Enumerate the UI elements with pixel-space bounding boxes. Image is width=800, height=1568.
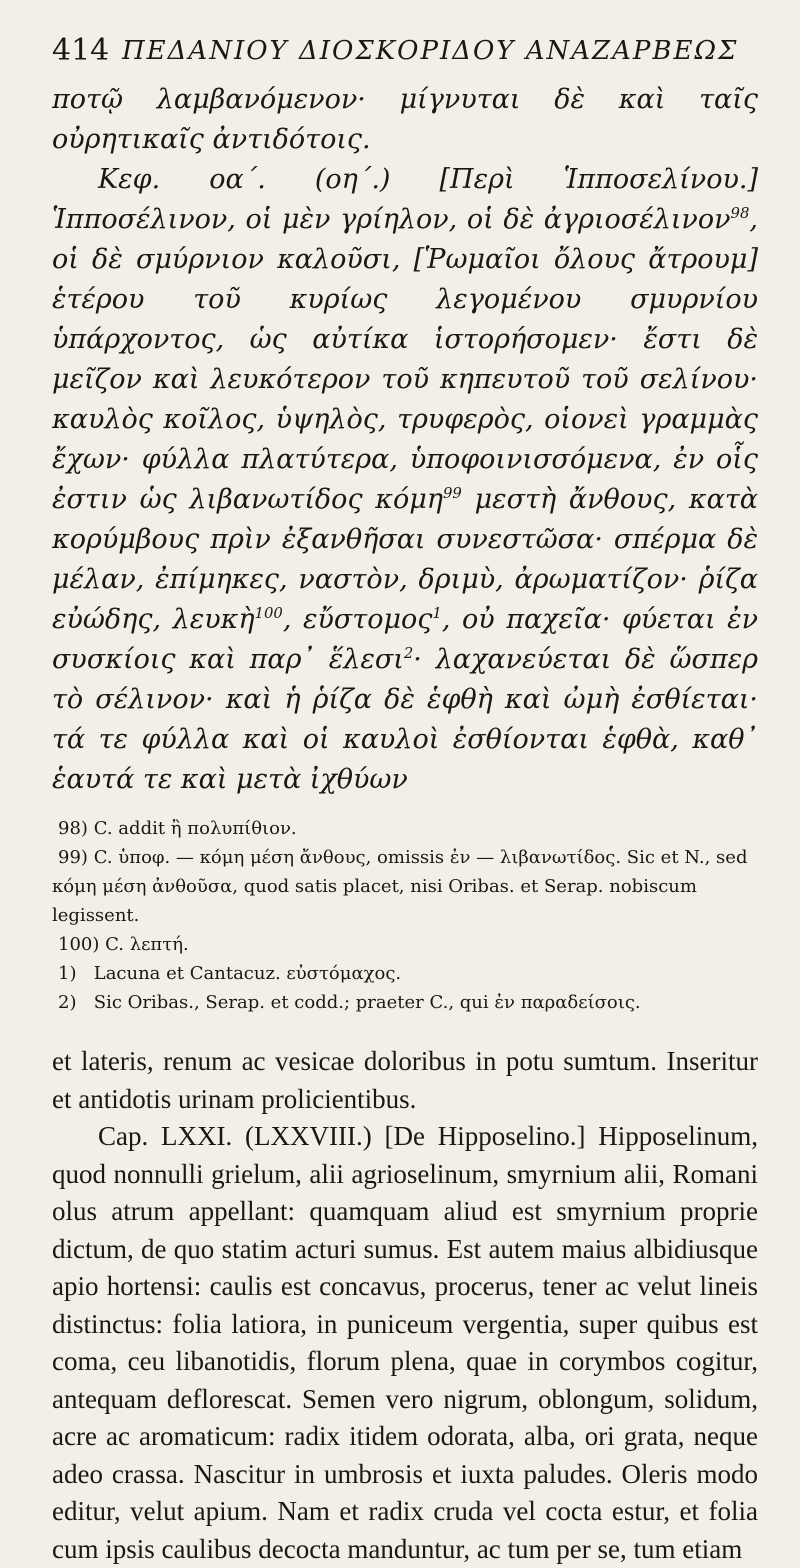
footnote-number: 2) [58,992,77,1013]
footnote [52,843,758,930]
footnote-ref-98: 98 [730,204,750,222]
running-title: ΠΕΔΑΝΙΟΥ ΔΙΟΣΚΟΡΙΔΟΥ ΑΝΑΖΑΡΒΕΩΣ [122,36,739,66]
footnote-text: Sic Oribas., Serap. et codd.; praeter C., qui ἐν παραδείσοις. [93,992,641,1013]
footnote-number: 100) [58,934,100,955]
footnote [52,988,758,1017]
page-number: 414 [52,33,110,68]
greek-text-segment: · λαχανεύεται δὲ ὥσπερ τὸ σέλινον· καὶ ἡ ῥίζα δὲ ἑφθὴ καὶ ὠμὴ ἐσθίεται· τά τε φύλλα καὶ οἱ καυλοὶ ἐσθίονται ἑφθὰ, καθ᾽ ἑαυτά τε καὶ μετὰ ἰχθύων [52,644,758,795]
greek-text-segment: , εὔστομος [282,604,433,635]
footnote-number: 99) [58,847,88,868]
greek-paragraph-2 [52,160,758,800]
greek-text-segment: μεστὴ ἄνθους, κατὰ κορύμβους πρὶν ἐξανθῆσαι συνεστῶσα· σπέρμα δὲ μέλαν, ἐπίμηκες, ναστὸν, δριμὺ, ἀρωματίζον· ῥίζα εὐώδης, λευκὴ [52,484,758,635]
footnote-text: C. addit ἢ πολυπίθιον. [93,818,297,839]
footnote-ref-99: 99 [442,484,462,502]
greek-text-segment: , οὐ παχεῖα· φύεται ἐν συσκίοις καὶ παρ᾽ ἕλεσι [52,604,758,675]
greek-text-segment: Κεφ. οα΄. (οη΄.) [Περὶ Ἱπποσελίνου.] Ἱπποσέλινον, οἱ μὲν γρίηλον, οἱ δὲ ἀγριοσέλινον [52,164,758,235]
latin-text-block [52,1043,758,1568]
footnote-ref-100: 100 [254,604,283,622]
greek-paragraph-1: ποτῷ λαμβανόμενον· μίγνυται δὲ καὶ ταῖς οὐρητικαῖς ἀντιδότοις. [52,84,758,155]
footnote-text: C. ὑποφ. — κόμη μέση ἄνθους, omissis ἐν — λιβανωτίδος. Sic et N., sed κόμη μέση ἀνθοῦσα, quod satis placet, nisi Oribas. et Serap. nobiscum legissent. [52,847,748,926]
footnote-number: 1) [58,963,77,984]
footnote [52,930,758,959]
footnote-ref-1: 1 [432,604,442,622]
greek-text-segment: , οἱ δὲ σμύρνιον καλοῦσι, [Ῥωμαῖοι ὄλους ἄτρουμ] ἑτέρου τοῦ κυρίως λεγομένου σμυρνίου ὑπάρχοντος, ὡς αὐτίκα ἱστορήσομεν· ἔστι δὲ μεῖζον καὶ λευκότερον τοῦ κηπευτοῦ τοῦ σελίνου· καυλὸς κοῖλος, ὑψηλὸς, τρυφερὸς, οἱονεὶ γραμμὰς ἔχων· φύλλα πλατύτερα, ὑποφοινισσόμενα, ἐν οἷς ἐστιν ὡς λιβανωτίδος κόμη [52,204,758,515]
footnotes-block [52,814,758,1017]
page-header [52,22,758,80]
footnote-number: 98) [58,818,88,839]
footnote [52,959,758,988]
footnote [52,814,758,843]
footnote-text: C. λεπτή. [105,934,189,955]
greek-text-block [52,80,758,800]
latin-paragraph-2: Cap. LXXI. (LXXVIII.) [De Hipposelino.] Hipposelinum, quod nonnulli grielum, alii agrioselinum, smyrnium alii, Romani olus atrum appellant: quamquam aliud est smyrnium proprie dictum, de quo statim acturi sumus. Est autem maius albidiusque apio hortensi: caulis est concavus, procerus, tener ac velut lineis distinctus: folia latiora, in puniceum vergentia, super quibus est coma, ceu libanotidis, florum plena, quae in corymbos cogitur, antequam deflorescat. Semen vero nigrum, oblongum, solidum, acre ac aromaticum: radix itidem odorata, alba, ori grata, neque adeo crassa. Nascitur in umbrosis et iuxta paludes. Oleris modo editur, velut apium. Nam et radix cruda vel cocta estur, et folia cum ipsis caulibus decocta manduntur, ac tum per se, tum etiam [52,1121,758,1564]
footnote-text: Lacuna et Cantacuz. εὐστόμαχος. [93,963,402,984]
footnote-ref-2: 2 [403,644,414,662]
latin-paragraph-1: et lateris, renum ac vesicae doloribus in potu sumtum. Inseritur et antidotis urinam prolicientibus. [52,1046,758,1114]
